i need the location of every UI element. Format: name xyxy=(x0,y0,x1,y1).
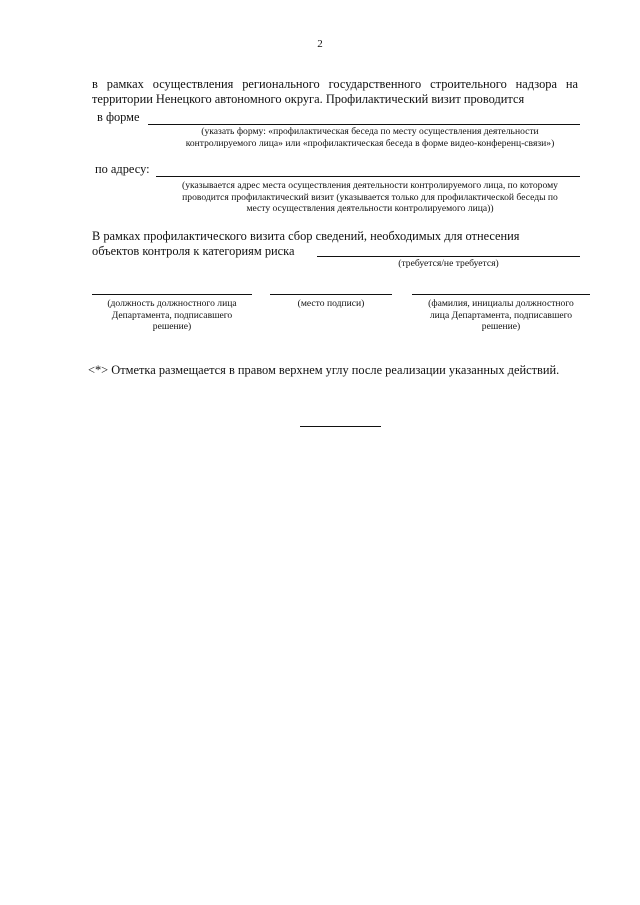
address-note-line-1: (указывается адрес места осуществления деятельности контролируемого лица, по которому xyxy=(182,180,558,191)
name-signature-line[interactable] xyxy=(412,294,590,295)
position-caption-line-3: решение) xyxy=(152,321,192,332)
position-signature-line[interactable] xyxy=(92,294,252,295)
paragraph-risk xyxy=(92,229,578,259)
risk-note: (требуется/не требуется) xyxy=(398,258,499,269)
address-input-line[interactable] xyxy=(156,176,580,177)
name-caption-line-3: решение) xyxy=(481,321,521,332)
place-caption-line-1: (место подписи) xyxy=(297,298,365,309)
form-note-line-2: контролируемого лица» или «профилактическая беседа в форме видео-конференц-связи») xyxy=(185,137,555,149)
name-caption-line-2: лица Департамента, подписавшего xyxy=(429,309,573,321)
address-note xyxy=(150,180,590,215)
form-note-line-1: (указать форму: «профилактическая беседа по месту осуществления деятельности xyxy=(201,126,539,137)
end-divider xyxy=(300,426,381,427)
address-label: по адресу: xyxy=(95,162,150,176)
place-caption xyxy=(270,298,392,310)
risk-input-line[interactable] xyxy=(317,256,580,257)
paragraph-intro xyxy=(92,77,578,107)
page-number: 2 xyxy=(317,38,323,50)
name-caption xyxy=(412,298,590,333)
intro-line-2: территории Ненецкого автономного округа. Профилактический визит проводится xyxy=(92,92,525,106)
position-caption-line-1: (должность должностного лица xyxy=(107,298,237,309)
address-note-line-3: месту осуществления деятельности контролируемого лица)) xyxy=(246,203,494,214)
footnote: <*> Отметка размещается в правом верхнем углу после реализации указанных действий. xyxy=(88,363,560,377)
form-label: в форме xyxy=(97,110,140,124)
position-caption-line-2: Департамента, подписавшего xyxy=(111,309,233,321)
name-caption-line-1: (фамилия, инициалы должностного xyxy=(428,298,574,309)
risk-line-2: объектов контроля к категориям риска xyxy=(92,244,295,258)
address-note-line-2: проводится профилактический визит (указывается только для профилактической беседы по xyxy=(182,191,558,203)
place-signature-line[interactable] xyxy=(270,294,392,295)
form-note xyxy=(160,126,580,149)
intro-line-1: в рамках осуществления регионального государственного строительного надзора на xyxy=(92,77,578,91)
risk-line-1: В рамках профилактического визита сбор сведений, необходимых для отнесения xyxy=(92,229,520,243)
position-caption xyxy=(92,298,252,333)
form-input-line[interactable] xyxy=(148,124,580,125)
